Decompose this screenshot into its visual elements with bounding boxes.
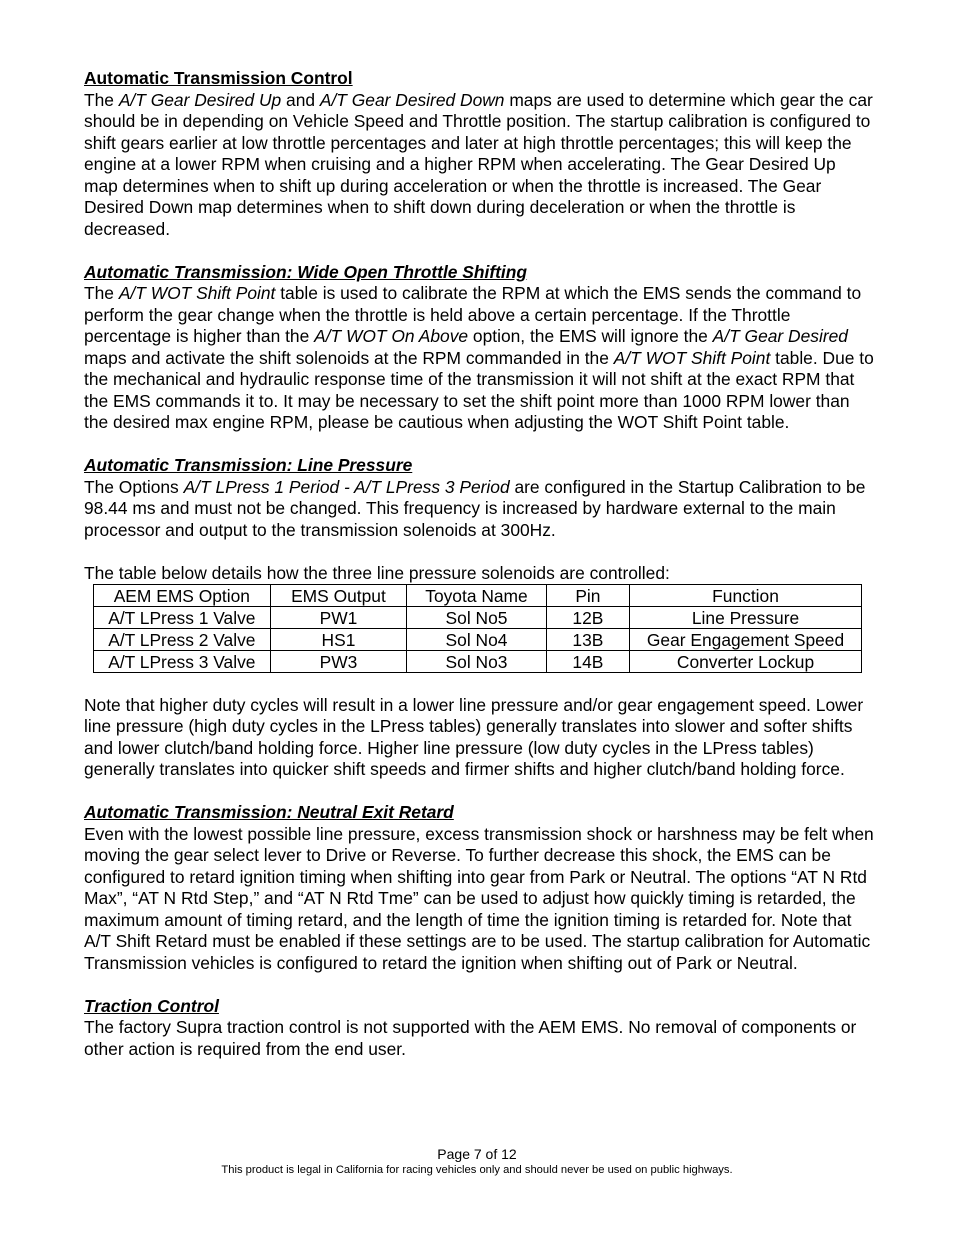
text-run: table is used to calibrate the RPM at which the EMS sends the command to perform the gear change when the throttle is held above a certain percentage. If the Throttle percentage is higher than the (84, 283, 862, 346)
legal-disclaimer: This product is legal in California for racing vehicles only and should never be used on public highways. (221, 1164, 733, 1176)
paragraph: The factory Supra traction control is not supported with the AEM EMS. No removal of components or other action is required from the end user. (84, 1017, 857, 1059)
solenoid-table (93, 584, 862, 673)
table-cell: PW3 (270, 651, 407, 673)
column-header: AEM EMS Option (94, 585, 271, 607)
paragraph (84, 90, 874, 241)
table-cell: 14B (546, 651, 629, 673)
text-run: table. Due to the mechanical and hydraulic response time of the transmission it will not shift at the exact RPM that the EMS commands it to. It may be necessary to set the shift point more than 1000 RPM lower than the desired max engine RPM, please be cautious when adjusting the WOT Shift Point table. (84, 347, 874, 432)
text-run: and (281, 89, 320, 110)
section-automatic-transmission-control (84, 68, 874, 240)
column-header: Pin (546, 585, 629, 607)
table-cell: A/T LPress 1 Valve (94, 607, 271, 629)
text-run: maps are used to determine which gear the car should be in depending on Vehicle Speed and Throttle position. The startup calibration is configured to shift gears earlier at low throttle percentages and later at high throttle percentages; this will keep the engine at a lower RPM when cruising and a higher RPM when accelerating. The Gear Desired Up map determines when to shift up during acceleration or when the throttle is increased. The Gear Desired Down map determines when to shift down during deceleration or when the throttle is decreased. (84, 89, 873, 239)
table-cell: 13B (546, 629, 629, 651)
table-cell: A/T LPress 3 Valve (94, 651, 271, 673)
italic-term: A/T WOT On Above (314, 326, 469, 346)
italic-term: A/T Gear Desired Down (319, 89, 505, 110)
table-cell: PW1 (270, 607, 407, 629)
section-neutral-exit-retard (84, 802, 874, 974)
table-row (94, 651, 862, 673)
table-cell: HS1 (270, 629, 407, 651)
section-heading: Automatic Transmission Control (84, 68, 353, 88)
text-run: The Options (84, 476, 184, 497)
paragraph (84, 477, 874, 542)
table-cell: Line Pressure (630, 607, 862, 629)
italic-term: A/T WOT Shift Point (613, 347, 771, 368)
section-heading: Traction Control (84, 995, 219, 1016)
text-run: are configured in the Startup Calibration to be 98.44 ms and must not be changed. This frequency is increased by hardware external to the main processor and output to the transmission solenoids at 300Hz. (84, 476, 866, 540)
table-cell: Sol No4 (407, 629, 547, 651)
paragraph (84, 283, 874, 434)
column-header: Toyota Name (407, 585, 547, 607)
section-duty-cycle-note (84, 695, 874, 781)
paragraph: Note that higher duty cycles will result in a lower line pressure and/or gear engagement speed. Lower line pressure (high duty cycles in the LPress tables) generally translates into slower and softer shifts and lower clutch/band holding force. Higher line pressure (low duty cycles in the LPress tables) generally translates into quicker shift speeds and firmer shifts and higher clutch/band holding force. (84, 694, 864, 779)
italic-term: A/T WOT Shift Point (118, 283, 276, 303)
table-cell: A/T LPress 2 Valve (94, 629, 271, 651)
section-solenoid-table (84, 563, 874, 674)
text-run: option, the EMS will ignore the (468, 326, 713, 346)
section-heading: Automatic Transmission: Neutral Exit Retard (84, 802, 454, 822)
text-run: maps and activate the shift solenoids at the RPM commanded in the (84, 347, 614, 368)
section-heading: Automatic Transmission: Line Pressure (84, 455, 413, 475)
table-cell: 12B (546, 607, 629, 629)
italic-term: A/T LPress 1 Period - A/T LPress 3 Period (183, 476, 510, 497)
table-cell: Gear Engagement Speed (630, 629, 862, 651)
section-line-pressure (84, 455, 874, 541)
table-cell: Converter Lockup (630, 651, 862, 673)
section-heading: Automatic Transmission: Wide Open Throttle Shifting (84, 261, 528, 282)
column-header: Function (630, 585, 862, 607)
italic-term: A/T Gear Desired (712, 326, 848, 346)
table-cell: Sol No5 (407, 607, 547, 629)
paragraph: Even with the lowest possible line pressure, excess transmission shock or harshness may be felt when moving the gear select lever to Drive or Reverse. To further decrease this shock, the EMS can be configured to retard ignition timing when shifting into gear from Park or Neutral. The options “AT N Rtd Max”, “AT N Rtd Step,” and “AT N Rtd Tme” can be used to adjust how quickly timing is retarded, the maximum amount of timing retard, and the length of time the ignition timing is retarded for. Note that A/T Shift Retard must be enabled if these settings are to be used. The startup calibration for Automatic Transmission vehicles is configured to retard the ignition when shifting out of Park or Neutral. (84, 823, 874, 973)
document-page (84, 68, 874, 1082)
table-cell: Sol No3 (407, 651, 547, 673)
page-number: Page 7 of 12 (437, 1146, 517, 1162)
section-traction-control (84, 996, 874, 1061)
italic-term: A/T Gear Desired Up (118, 89, 282, 110)
text-run: The (84, 283, 119, 303)
section-wot-shifting (84, 262, 874, 434)
table-header-row (94, 585, 862, 607)
table-row (94, 629, 862, 651)
text-run: The (84, 89, 119, 110)
column-header: EMS Output (270, 585, 407, 607)
table-row (94, 607, 862, 629)
table-intro: The table below details how the three line pressure solenoids are controlled: (84, 562, 670, 583)
